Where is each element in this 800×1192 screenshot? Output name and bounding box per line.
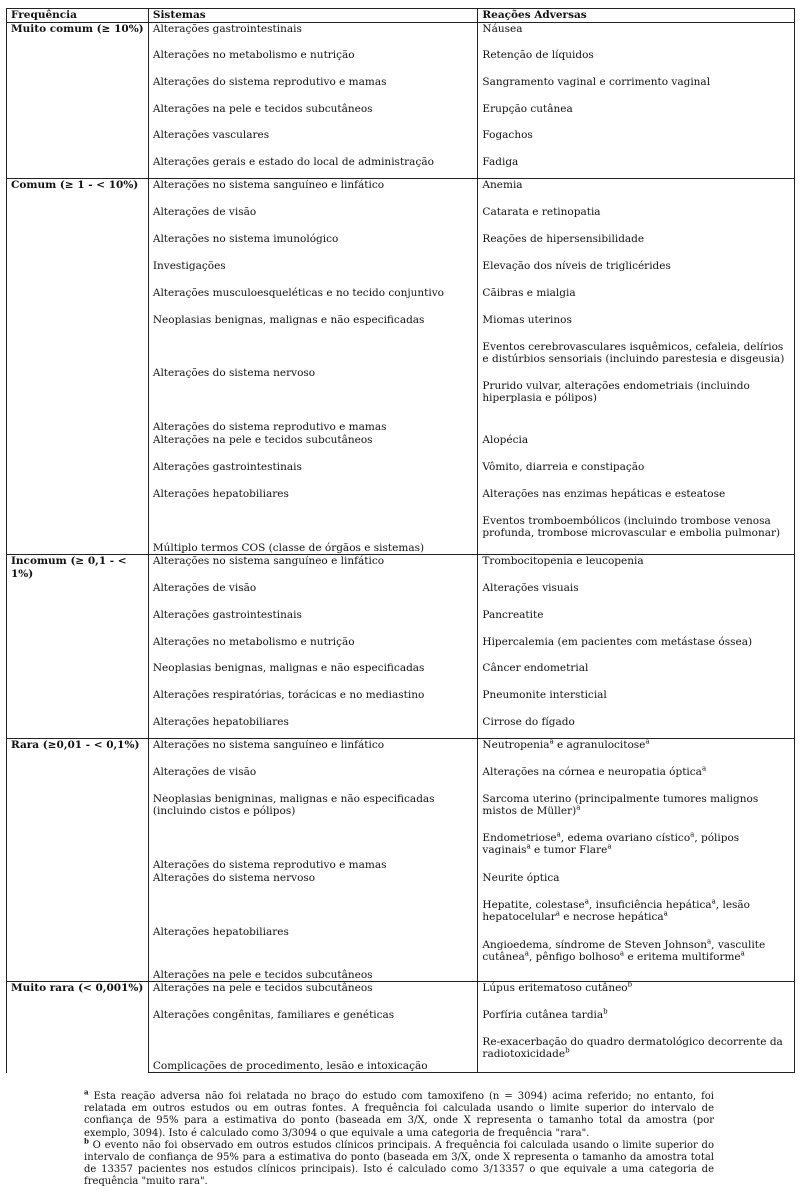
system-cell: Alterações hepatobiliares <box>148 488 478 515</box>
system-cell: Neoplasias benignas, malignas e não especificadas <box>148 662 478 689</box>
system-cell: Alterações no sistema sanguíneo e linfático <box>148 179 478 206</box>
system-cell: Alterações de visão <box>148 766 478 793</box>
reaction-cell: Neutropenia$^a$ e agranulocitose$^a$ <box>478 739 795 766</box>
reaction-cell: Sarcoma uterino (principalmente tumores malignos mistos de Müller)$^a$ <box>478 793 795 832</box>
footnote-ref: a <box>576 803 581 812</box>
reaction-cell: Angioedema, síndrome de Steven Johnson$^a$, vasculite cutânea$^a$, pênfigo bolhoso$^a$ e eritema multiforme$^a$ <box>478 939 795 982</box>
system-cell: Alterações no metabolismo e nutrição <box>148 49 478 76</box>
table-row <box>7 179 795 206</box>
system-cell: Alterações congênitas, familiares e genéticas <box>148 1009 478 1036</box>
table-row <box>7 555 795 582</box>
frequency-cell: Rara (≥0,01 - < 0,1%) <box>7 739 149 982</box>
system-cell: Alterações gastrointestinais <box>148 23 478 49</box>
footnote-ref: a <box>549 737 554 746</box>
reaction-cell: Fadiga <box>478 156 795 179</box>
header-systems: Sistemas <box>148 9 478 23</box>
system-cell: Alterações na pele e tecidos subcutâneos <box>148 434 478 461</box>
system-cell: Alterações musculoesqueléticas e no tecido conjuntivo <box>148 287 478 314</box>
reaction-cell: Re-exacerbação do quadro dermatológico decorrente da radiotoxicidade$^b$ <box>478 1036 795 1073</box>
footnote-ref: a <box>607 842 612 851</box>
reaction-cell: Porfíria cutânea tardia$^b$ <box>478 1009 795 1036</box>
system-cell: Alterações do sistema reprodutivo e mamas <box>148 832 478 872</box>
system-cell: Alterações do sistema reprodutivo e mamas <box>148 76 478 103</box>
footnote-ref: a <box>524 949 529 958</box>
reaction-cell: Endometriose$^a$, edema ovariano cístico$^a$, pólipos vaginais$^a$ e tumor Flare$^a$ <box>478 832 795 872</box>
system-cell: Investigações <box>148 260 478 287</box>
footnote-ref: a <box>690 830 695 838</box>
reaction-cell: Eventos cerebrovasculares isquêmicos, cefaleia, delírios e distúrbios sensoriais (incluindo parestesia e disgeusia) <box>478 341 795 380</box>
reaction-cell: Elevação dos níveis de triglicérides <box>478 260 795 287</box>
reaction-cell: Náusea <box>478 23 795 49</box>
system-cell: Alterações no sistema sanguíneo e linfático <box>148 739 478 766</box>
reaction-cell: Hepatite, colestase$^a$, insuficiência hepática$^a$, lesão hepatocelular$^a$ e necrose hepática$^a$ <box>478 899 795 939</box>
reaction-cell: Alterações na córnea e neuropatia óptica$^a$ <box>478 766 795 793</box>
table-header-row <box>7 9 795 23</box>
system-cell: Múltiplo termos COS (classe de órgãos e sistemas) <box>148 515 478 555</box>
footnote-ref: a <box>555 909 560 918</box>
system-cell: Alterações hepatobiliares <box>148 899 478 939</box>
reaction-cell: Hipercalemia (em pacientes com metástase óssea) <box>478 636 795 662</box>
system-cell: Alterações do sistema nervoso <box>148 872 478 899</box>
system-cell: Alterações respiratórias, torácicas e no mediastino <box>148 689 478 716</box>
footnote-ref: a <box>711 897 716 905</box>
table-row <box>7 982 795 1009</box>
system-cell: Alterações na pele e tecidos subcutâneos <box>148 103 478 129</box>
footnote-ref: a <box>706 937 712 945</box>
reaction-cell: Cirrose do fígado <box>478 716 795 739</box>
reaction-cell: Trombocitopenia e leucopenia <box>478 555 795 582</box>
reaction-cell: Sangramento vaginal e corrimento vaginal <box>478 76 795 103</box>
reaction-cell: Neurite óptica <box>478 872 795 899</box>
footnote-mark: a <box>84 1087 89 1097</box>
reaction-cell: Erupção cutânea <box>478 103 795 129</box>
table-row <box>7 23 795 49</box>
reaction-cell: Alterações nas enzimas hepáticas e esteatose <box>478 488 795 515</box>
reaction-cell: Fogachos <box>478 129 795 156</box>
system-cell: Alterações gastrointestinais <box>148 609 478 636</box>
footnote-b <box>84 1136 714 1189</box>
footnote-a <box>84 1087 714 1140</box>
reaction-cell: Pancreatite <box>478 609 795 636</box>
reaction-cell: Prurido vulvar, alterações endometriais (incluindo hiperplasia e pólipos) <box>478 380 795 434</box>
footnote-ref: a <box>645 737 650 746</box>
table-row <box>7 739 795 766</box>
reaction-cell: Miomas uterinos <box>478 314 795 341</box>
reaction-cell: Reações de hipersensibilidade <box>478 233 795 260</box>
frequency-cell: Incomum (≥ 0,1 - < 1%) <box>7 555 149 739</box>
frequency-cell: Comum (≥ 1 - < 10%) <box>7 179 149 555</box>
frequency-cell: Muito comum (≥ 10%) <box>7 23 149 179</box>
reaction-cell: Anemia <box>478 179 795 206</box>
footnote-mark: b <box>84 1136 89 1146</box>
system-cell: Alterações do sistema nervoso <box>148 341 478 380</box>
system-cell: Alterações de visão <box>148 206 478 233</box>
reaction-cell: Lúpus eritematoso cutâneo$^b$ <box>478 982 795 1009</box>
system-cell: Alterações na pele e tecidos subcutâneos <box>148 939 478 982</box>
footnotes <box>84 1087 714 1189</box>
system-cell: Alterações no sistema sanguíneo e linfático <box>148 555 478 582</box>
table-body <box>7 23 795 1073</box>
adverse-reactions-table <box>6 8 795 1073</box>
footnote-text: Esta reação adversa não foi relatada no braço do estudo com tamoxifeno (n = 3094) acima referido; no entanto, foi relatada em outros estudos ou em outras fontes. A frequência foi calculada usando o limite superior do intervalo de confiança de 95% para a estimativa do ponto (baseada em 3/X, onde X representa o tamanho total da amostra (por exemplo, 3094). Isto é calculado como 3/3094 o que equivale a uma categoria de frequência "rara". <box>84 1091 714 1139</box>
reaction-cell: Alopécia <box>478 434 795 461</box>
system-cell: Alterações hepatobiliares <box>148 716 478 739</box>
footnote-text: O evento não foi observado em outros estudos clínicos principais. A frequência foi calculada usando o limite superior do intervalo de confiança de 95% para a estimativa do ponto (baseada em 3/X, onde X representa o tamanho da amostra total de 13357 pacientes nos estudos clínicos principais). Isto é calculado como 3/13357 o que equivale a uma categoria de frequência "muito rara". <box>84 1139 714 1188</box>
reaction-cell: Retenção de líquidos <box>478 49 795 76</box>
footnote-ref: a <box>740 949 745 958</box>
footnote-ref: a <box>701 764 707 772</box>
system-cell: Alterações na pele e tecidos subcutâneos <box>148 982 478 1009</box>
footnote-ref: a <box>663 909 668 918</box>
footnote-ref: a <box>556 830 561 838</box>
footnote-ref: b <box>565 1046 570 1055</box>
footnote-ref: b <box>603 1007 608 1015</box>
system-cell: Alterações no metabolismo e nutrição <box>148 636 478 662</box>
system-cell: Alterações no sistema imunológico <box>148 233 478 260</box>
system-cell: Alterações gerais e estado do local de administração <box>148 156 478 179</box>
reaction-cell: Catarata e retinopatia <box>478 206 795 233</box>
system-cell: Alterações gastrointestinais <box>148 461 478 488</box>
system-cell: Alterações de visão <box>148 582 478 609</box>
footnote-ref: a <box>526 842 531 851</box>
system-cell: Complicações de procedimento, lesão e intoxicação <box>148 1036 478 1073</box>
header-reactions: Reações Adversas <box>478 9 795 23</box>
system-cell: Alterações vasculares <box>148 129 478 156</box>
reaction-cell: Câncer endometrial <box>478 662 795 689</box>
footnote-ref: a <box>619 949 625 958</box>
header-frequency: Frequência <box>7 9 149 23</box>
reaction-cell: Cãibras e mialgia <box>478 287 795 314</box>
footnote-ref: a <box>584 897 589 905</box>
system-cell: Neoplasias benigninas, malignas e não especificadas (incluindo cistos e pólipos) <box>148 793 478 832</box>
system-cell: Alterações do sistema reprodutivo e mamas <box>148 380 478 434</box>
reaction-cell: Alterações visuais <box>478 582 795 609</box>
reaction-cell: Eventos tromboembólicos (incluindo trombose venosa profunda, trombose microvascular e embolia pulmonar) <box>478 515 795 555</box>
reaction-cell: Pneumonite intersticial <box>478 689 795 716</box>
frequency-cell: Muito rara (< 0,001%) <box>7 982 149 1073</box>
system-cell: Neoplasias benignas, malignas e não especificadas <box>148 314 478 341</box>
footnote-ref: b <box>627 980 633 989</box>
reaction-cell: Vômito, diarreia e constipação <box>478 461 795 488</box>
